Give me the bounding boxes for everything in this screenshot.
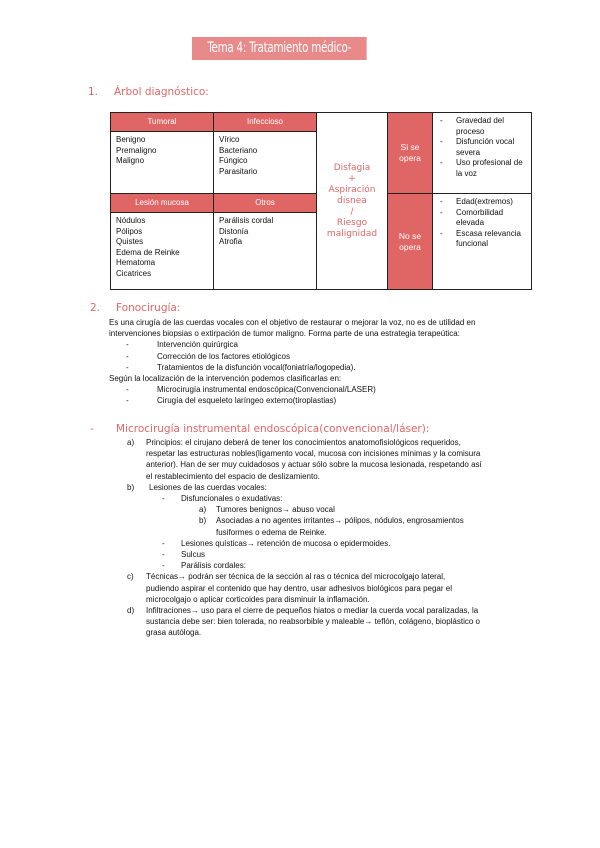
list-item: - Disfuncionales o exudativas: <box>162 494 283 504</box>
item-a <box>127 437 482 448</box>
item-text: respetar las estructuras nobles(ligamento vocal, mucosa con incisiones mínimas y la comisura <box>146 449 481 459</box>
list-item: Distonía <box>219 226 249 236</box>
list-item: - Cirugía del esqueleto laríngeo externo(tiroplastias) <box>126 396 337 406</box>
list-item: - Microcirugía instrumental endoscópica(Convencional/LASER) <box>126 385 376 395</box>
item-text: Lesiones de las cuerdas vocales: <box>149 482 267 492</box>
paragraph-line: Es una cirugía de las cuerdas vocales con el objetivo de restaurar o mejorar la voz, no es de utilidad en <box>109 318 476 327</box>
list-item: Bacteriano <box>219 145 258 155</box>
list-item: - Parálisis cordales: <box>162 561 246 571</box>
no-opera-cell: No se opera <box>388 194 433 290</box>
item-text: anterior). Han de ser muy cuidadosos y actuar sólo sobre la mucosa lesionada, respetando así <box>146 460 482 470</box>
list-item <box>127 504 482 515</box>
section-1-heading: 1. Árbol diagnóstico: <box>88 86 209 98</box>
section-2-heading: 2. Fonocirugía: <box>90 302 181 314</box>
no-opera-list <box>433 194 532 290</box>
list-item: - Sulcus <box>162 550 206 560</box>
list-item: Parasitario <box>219 166 258 176</box>
item-label: c) <box>127 572 134 582</box>
item-text: microcolgajo o aplicar corticoides para disminuir la inflamación. <box>146 594 370 604</box>
list-item: Pólipos <box>116 226 143 236</box>
otros-list <box>214 213 317 290</box>
list-text: Asociadas a no agentes irritantes→ pólipos, nódulos, engrosamientos <box>216 516 464 526</box>
list-text: Parálisis cordales: <box>181 561 246 571</box>
list-item: Maligno <box>116 156 145 165</box>
item-text: el restablecimiento del espacio de deslizamiento. <box>146 471 320 481</box>
list-item: - Tratamientos de la disfunción vocal(foniatría/logopedia). <box>126 362 356 372</box>
item-text: pudiendo aspirar el contenido que hay dentro, usar adhesivos biológicos para pegar el <box>146 583 452 593</box>
center-cell <box>317 113 388 290</box>
list-text: Sulcus <box>181 550 206 560</box>
list-item: Quistes <box>116 237 144 246</box>
section-3-heading: - Microcirugía instrumental endoscópica(convencional/láser): <box>90 423 430 435</box>
item-text: grasa autóloga. <box>146 628 202 638</box>
center-line: Riesgo <box>336 217 368 228</box>
list-item: Fúngico <box>219 156 248 165</box>
item-text: sustancia debe ser: bien tolerada, no reabsorbible y maleable→ teflón, colágeno, bioplástico o <box>146 617 480 627</box>
lesion-list <box>111 213 214 290</box>
list-text: Intervención quirúrgica <box>157 340 238 350</box>
item-label: b) <box>199 516 207 526</box>
item-text: Principios: el cirujano deberá de tener los conocimientos anatomofisiológicos requeridos, <box>146 438 461 447</box>
item-b <box>127 482 482 493</box>
header-infeccioso: Infeccioso <box>214 113 317 132</box>
diagnostic-tree-table <box>110 112 532 290</box>
list-item: - Disfunción vocal severa <box>438 137 526 158</box>
center-line: Disfagia <box>333 162 371 173</box>
list-item: - Corrección de los factores etiológicos <box>126 351 290 361</box>
list-item: - Escasa relevancia funcional <box>438 229 526 250</box>
list-item: Nódulos <box>116 216 146 225</box>
list-text: Tratamientos de la disfunción vocal(foniatría/logopedia). <box>157 362 356 372</box>
list-item: Atrofia <box>219 237 243 246</box>
list-item: Hematoma <box>116 258 156 267</box>
center-line: malignidad <box>326 228 378 239</box>
list-text: Microcirugía instrumental endoscópica(Convencional/LASER) <box>157 385 376 395</box>
list-item: - Uso profesional de la voz <box>438 158 526 179</box>
list-item: Cicatrices <box>116 268 152 278</box>
list-item: Parálisis cordal <box>219 216 274 225</box>
section-3-body <box>127 437 482 639</box>
center-line: disnea <box>337 195 367 206</box>
list-text: Lesiones quísticas→ retención de mucosa o epidermoides. <box>181 538 391 548</box>
list-item: Vírico <box>219 135 240 144</box>
center-line: / <box>350 206 354 217</box>
item-text: Infiltraciones→ uso para el cierre de pequeños hiatos o mediar la cuerda vocal paralizadas, la <box>146 606 479 616</box>
paragraph-line: Según la localización de la intervención podemos clasificarlas en: <box>109 374 342 384</box>
section-2-body <box>109 317 475 407</box>
si-opera-list <box>433 113 532 194</box>
list-item: Premaligno <box>116 145 157 155</box>
tumoral-list <box>111 132 214 194</box>
header-otros: Otros <box>214 194 317 213</box>
page-title: Tema 4: Tratamiento médico-Quirúrgico <box>192 37 367 60</box>
paragraph-line: intervenciones biopsias o extirpación de tumor maligno. Forma parte de una estrategia terapeútica: <box>109 329 460 339</box>
list-item: - Comorbilidad elevada <box>438 208 526 229</box>
item-d <box>127 605 482 616</box>
item-label: a) <box>127 438 135 447</box>
list-text: fusiformes o edema de Reinke. <box>216 527 327 537</box>
list-text: Corrección de los factores etiológicos <box>157 351 290 361</box>
center-line: + <box>348 173 356 184</box>
si-opera-cell: Si se opera <box>388 113 433 194</box>
item-text: Técnicas→ podrán ser técnica de la sección al ras o técnica del microcolgajo lateral, <box>146 572 446 582</box>
list-item: - Lesiones quísticas→ retención de mucosa o epidermoides. <box>162 538 391 548</box>
list-item <box>127 515 482 526</box>
infeccioso-list <box>214 132 317 194</box>
list-text: Disfuncionales o exudativas: <box>181 494 283 504</box>
item-c <box>127 571 482 582</box>
item-label: d) <box>127 606 135 616</box>
center-line: Aspiración <box>328 184 376 195</box>
item-label: b) <box>127 482 135 492</box>
list-item: Edema de Reinke <box>116 247 180 257</box>
list-item: - Gravedad del proceso <box>438 116 526 137</box>
list-item: - Edad(extremos) <box>438 197 526 208</box>
list-item: Benigno <box>116 135 146 144</box>
header-lesion-mucosa: Lesión mucosa <box>111 194 214 213</box>
list-text: Tumores benignos→ abuso vocal <box>216 505 335 515</box>
list-text: Cirugía del esqueleto laríngeo externo(tiroplastias) <box>157 396 337 406</box>
list-item: - Intervención quirúrgica <box>126 340 238 350</box>
item-label: a) <box>199 505 207 515</box>
header-tumoral: Tumoral <box>111 113 214 132</box>
